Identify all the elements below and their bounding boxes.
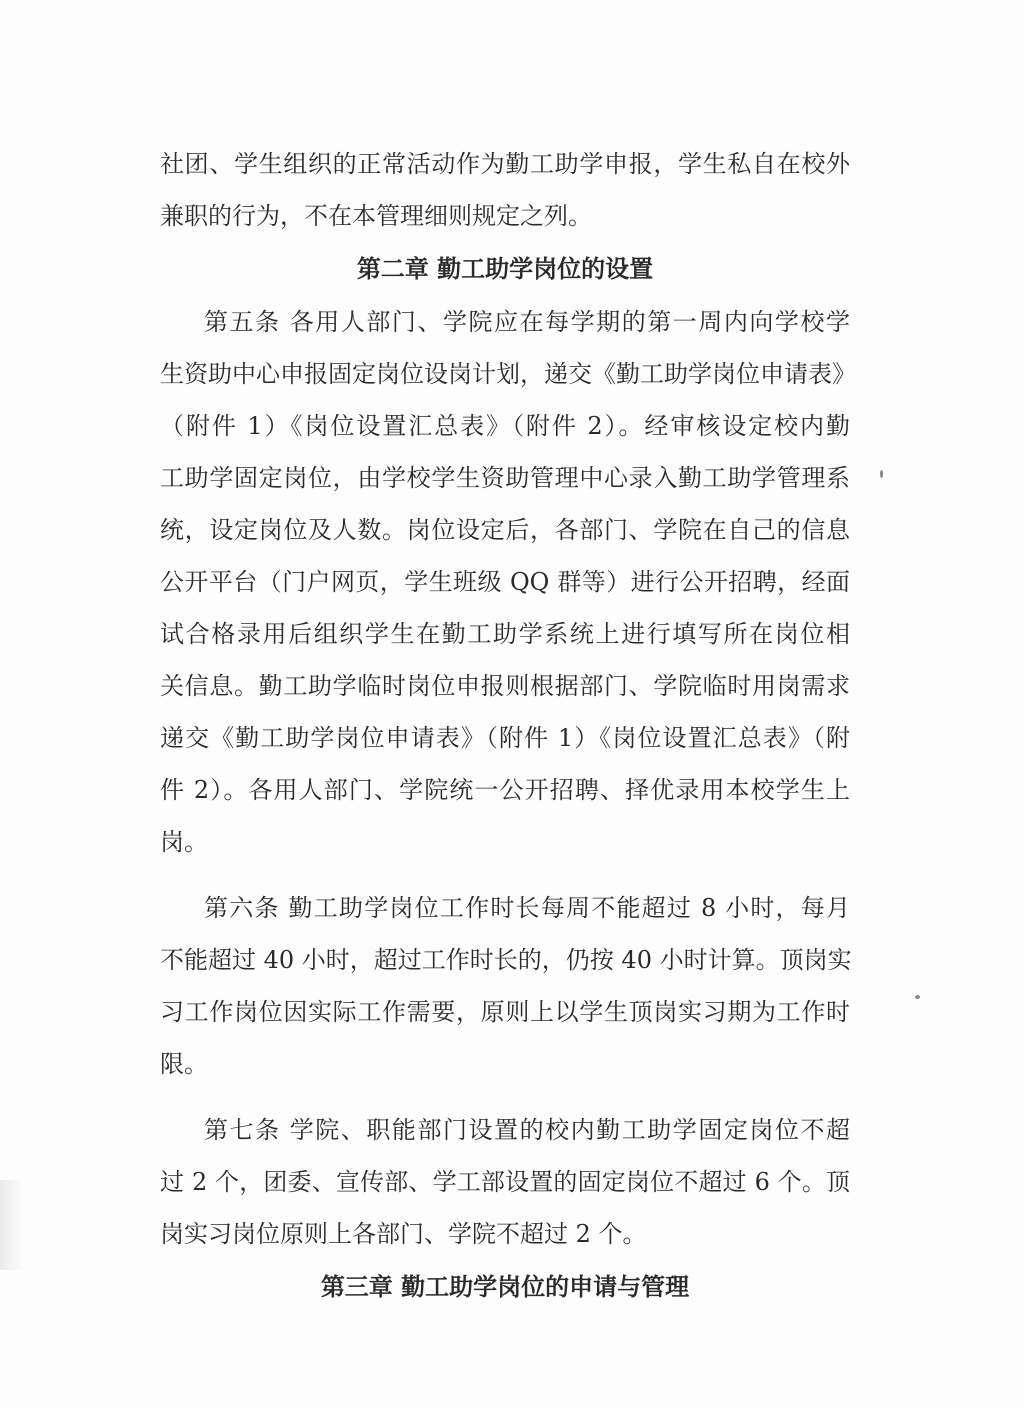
scan-speck bbox=[880, 470, 883, 478]
text-line: 过 2 个，团委、宣传部、学工部设置的固定岗位不超过 6 个。顶 bbox=[160, 1168, 850, 1196]
scan-speck bbox=[915, 995, 920, 999]
article-6-paragraph bbox=[160, 882, 850, 1090]
text-line: 公开平台（门户网页，学生班级 QQ 群等）进行公开招聘，经面 bbox=[160, 568, 850, 596]
scan-edge-shadow bbox=[0, 1180, 24, 1270]
text-line: 关信息。勤工助学临时岗位申报则根据部门、学院临时用岗需求 bbox=[160, 672, 850, 700]
text-line: 件 2）。各用人部门、学院统一公开招聘、择优录用本校学生上 bbox=[160, 776, 850, 804]
document-body bbox=[160, 138, 856, 1314]
chapter-3-heading: 第三章 勤工助学岗位的申请与管理 bbox=[320, 1273, 690, 1301]
text-line: 试合格录用后组织学生在勤工助学系统上进行填写所在岗位相 bbox=[160, 620, 850, 648]
text-line: 统，设定岗位及人数。岗位设定后，各部门、学院在自己的信息 bbox=[160, 516, 850, 544]
chapter-2-heading: 第二章 勤工助学岗位的设置 bbox=[356, 255, 654, 283]
text-line: 工助学固定岗位，由学校学生资助管理中心录入勤工助学管理系 bbox=[160, 464, 850, 492]
text-line: 第六条 勤工助学岗位工作时长每周不能超过 8 小时，每月 bbox=[204, 894, 850, 922]
article-7-paragraph bbox=[160, 1104, 850, 1260]
text-line: 兼职的行为，不在本管理细则规定之列。 bbox=[160, 202, 592, 230]
text-line: 不能超过 40 小时，超过工作时长的，仍按 40 小时计算。顶岗实 bbox=[160, 946, 852, 974]
text-line: （附件 1）《岗位设置汇总表》（附件 2）。经审核设定校内勤 bbox=[160, 412, 850, 440]
text-line: 社团、学生组织的正常活动作为勤工助学申报，学生私自在校外 bbox=[160, 150, 850, 178]
text-line: 岗。 bbox=[160, 828, 208, 856]
text-line: 生资助中心申报固定岗位设岗计划，递交《勤工助学岗位申请表》 bbox=[160, 360, 856, 388]
paragraph-gap bbox=[160, 868, 850, 882]
text-line: 习工作岗位因实际工作需要，原则上以学生顶岗实习期为工作时 bbox=[160, 998, 850, 1026]
text-line: 第五条 各用人部门、学院应在每学期的第一周内向学校学 bbox=[204, 308, 850, 336]
text-line: 限。 bbox=[160, 1050, 208, 1078]
paragraph-gap bbox=[160, 1090, 850, 1104]
text-line: 递交《勤工助学岗位申请表》（附件 1）《岗位设置汇总表》（附 bbox=[160, 724, 850, 752]
intro-paragraph bbox=[160, 138, 850, 242]
text-line: 岗实习岗位原则上各部门、学院不超过 2 个。 bbox=[160, 1220, 647, 1248]
article-5-paragraph bbox=[160, 296, 856, 868]
text-line: 第七条 学院、职能部门设置的校内勤工助学固定岗位不超 bbox=[204, 1116, 850, 1144]
